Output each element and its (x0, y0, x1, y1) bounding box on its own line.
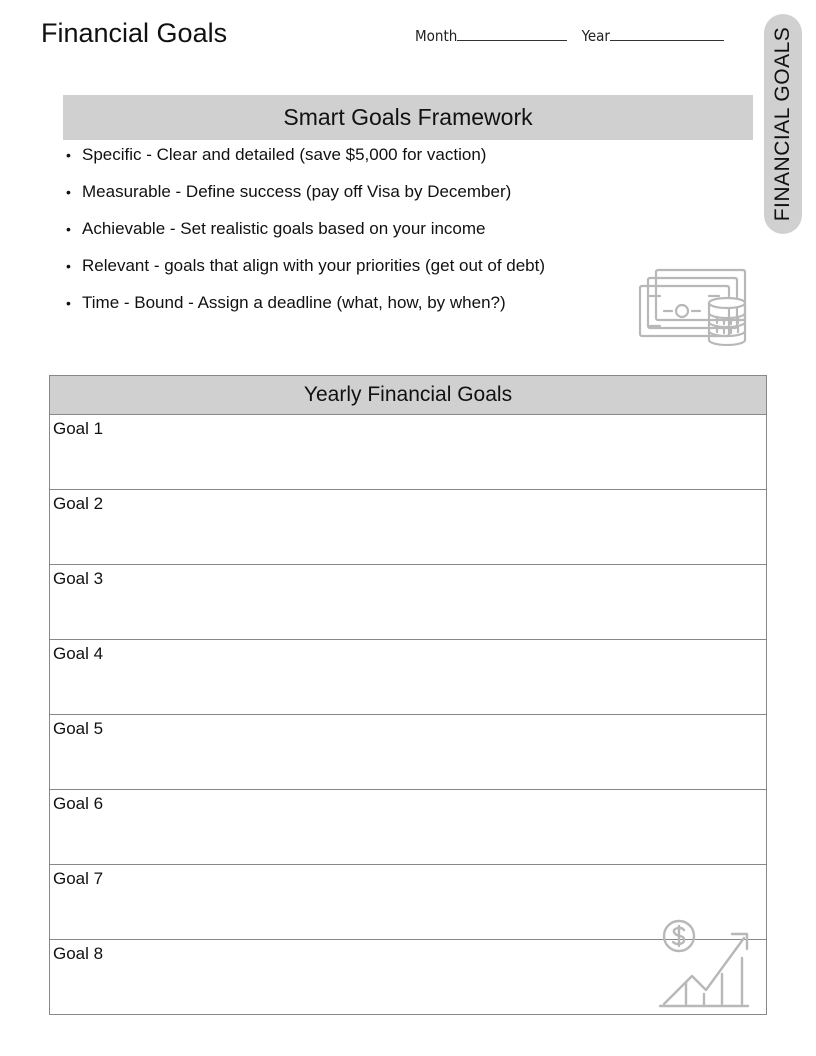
smart-item-specific: • Specific - Clear and detailed (save $5,000 for vaction) (63, 144, 643, 166)
goal-row-6[interactable] (50, 790, 766, 865)
goal-label: Goal 2 (53, 494, 104, 513)
smart-item-time-bound: • Time - Bound - Assign a deadline (what, how, by when?) (63, 292, 643, 314)
month-field[interactable] (415, 26, 567, 46)
smart-item-relevant: • Relevant - goals that align with your priorities (get out of debt) (63, 255, 643, 277)
month-blank-line (457, 26, 567, 41)
smart-goals-list (63, 144, 643, 329)
goal-label: Goal 8 (53, 944, 104, 963)
yearly-goals-header: Yearly Financial Goals (50, 376, 766, 415)
month-label: Month (415, 27, 458, 45)
year-label: Year (581, 27, 610, 45)
cash-and-coins-icon (638, 268, 750, 346)
goal-row-5[interactable] (50, 715, 766, 790)
year-blank-line (610, 26, 724, 41)
goal-label: Goal 1 (53, 419, 104, 438)
smart-goals-header: Smart Goals Framework (63, 95, 753, 140)
side-tab (764, 14, 802, 234)
goal-row-1[interactable] (50, 415, 766, 490)
smart-item-measurable: • Measurable - Define success (pay off Visa by December) (63, 181, 643, 203)
goal-label: Goal 6 (53, 794, 104, 813)
goal-label: Goal 4 (53, 644, 104, 663)
dollar-growth-chart-icon (656, 918, 752, 1010)
year-field[interactable] (582, 26, 724, 46)
page-title: Financial Goals (41, 18, 228, 48)
goal-label: Goal 3 (53, 569, 104, 588)
goal-label: Goal 5 (53, 719, 104, 738)
goal-row-2[interactable] (50, 490, 766, 565)
goal-label: Goal 7 (53, 869, 104, 888)
date-fields (415, 26, 734, 46)
goal-row-4[interactable] (50, 640, 766, 715)
smart-item-achievable: • Achievable - Set realistic goals based on your income (63, 218, 643, 240)
side-tab-label: FINANCIAL GOALS (771, 26, 794, 222)
goal-row-3[interactable] (50, 565, 766, 640)
